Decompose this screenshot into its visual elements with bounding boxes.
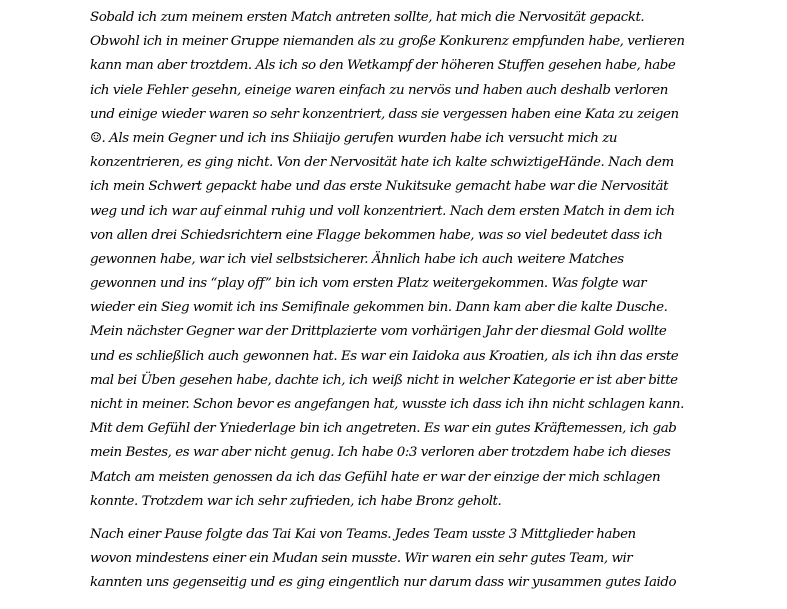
text-line: gewonnen habe, war ich viel selbstsicherer. Ähnlich habe ich auch weitere Matches bbox=[90, 251, 624, 267]
paragraph-gap bbox=[90, 514, 730, 523]
text-line: wieder ein Sieg womit ich ins Semifinale gekommen bin. Dann kam aber die kalte Dusche. bbox=[90, 300, 668, 316]
text-line: und es schließlich auch gewonnen hat. Es war ein Iaidoka aus Kroatien, als ich ihn das erste bbox=[90, 348, 679, 364]
text-line: und einige wieder waren so sehr konzentriert, dass sie vergessen haben eine Kata zu zeigen bbox=[90, 106, 679, 122]
text-line: Mein nächster Gegner war der Drittplazierte vom vorhärigen Jahr der diesmal Gold wollte bbox=[90, 324, 667, 340]
text-line: mal bei Üben gesehen habe, dachte ich, ich weiß nicht in welcher Kategorie er ist aber bitte bbox=[90, 372, 678, 388]
text-line: wovon mindestens einer ein Mudan sein musste. Wir waren ein sehr gutes Team, wir bbox=[90, 551, 633, 567]
text-line: ich viele Fehler gesehn, eineige waren einfach zu nervös und haben auch deshalb verloren bbox=[90, 82, 668, 98]
text-line: kann man aber troztdem. Als ich so den Wetkampf der höheren Stuffen gesehen habe, habe bbox=[90, 58, 676, 74]
text-line: kannten uns gegenseitig und es ging eingentlich nur darum dass wir yusammen gutes Iaido bbox=[90, 575, 677, 591]
text-line: von allen drei Schiedsrichtern eine Flagge bekommen habe, was so viel bedeutet dass ich bbox=[90, 227, 663, 243]
document-body bbox=[90, 6, 730, 596]
text-line: konzentrieren, es ging nicht. Von der Nervosität hate ich kalte schwiztigeHände. Nach dem bbox=[90, 155, 674, 171]
text-line: konnte. Trotzdem war ich sehr zufrieden, ich habe Bronz geholt. bbox=[90, 493, 502, 509]
text-line: ich mein Schwert gepackt habe und das erste Nukitsuke gemacht habe war die Nervosität bbox=[90, 179, 669, 195]
text-line: ☺. Als mein Gegner und ich ins Shiiaijo gerufen wurden habe ich versucht mich zu bbox=[90, 130, 618, 146]
text-line: weg und ich war auf einmal ruhig und voll konzentriert. Nach dem ersten Match in dem ich bbox=[90, 203, 675, 219]
text-line: Match am meisten genossen da ich das Gefühl hate er war der einzige der mich schlagen bbox=[90, 469, 661, 485]
paragraph-1 bbox=[90, 6, 730, 514]
text-line: mein Bestes, es war aber nicht genug. Ich habe 0:3 verloren aber trotzdem habe ich dieses bbox=[90, 445, 671, 461]
text-line: gewonnen und ins “play off” bin ich vom ersten Platz weitergekommen. Was folgte war bbox=[90, 276, 647, 292]
text-line: Obwohl ich in meiner Gruppe niemanden als zu große Konkurenz empfunden habe, verlieren bbox=[90, 34, 685, 50]
text-line: Mit dem Gefühl der Yniederlage bin ich angetreten. Es war ein gutes Kräftemessen, ich gab bbox=[90, 421, 677, 437]
paragraph-2 bbox=[90, 523, 730, 596]
text-line: Sobald ich zum meinem ersten Match antreten sollte, hat mich die Nervosität gepackt. bbox=[90, 10, 645, 25]
text-line: Nach einer Pause folgte das Tai Kai von Teams. Jedes Team usste 3 Mittglieder haben bbox=[90, 526, 636, 542]
text-line: nicht in meiner. Schon bevor es angefangen hat, wusste ich dass ich ihn nicht schlagen kann. bbox=[90, 397, 684, 412]
